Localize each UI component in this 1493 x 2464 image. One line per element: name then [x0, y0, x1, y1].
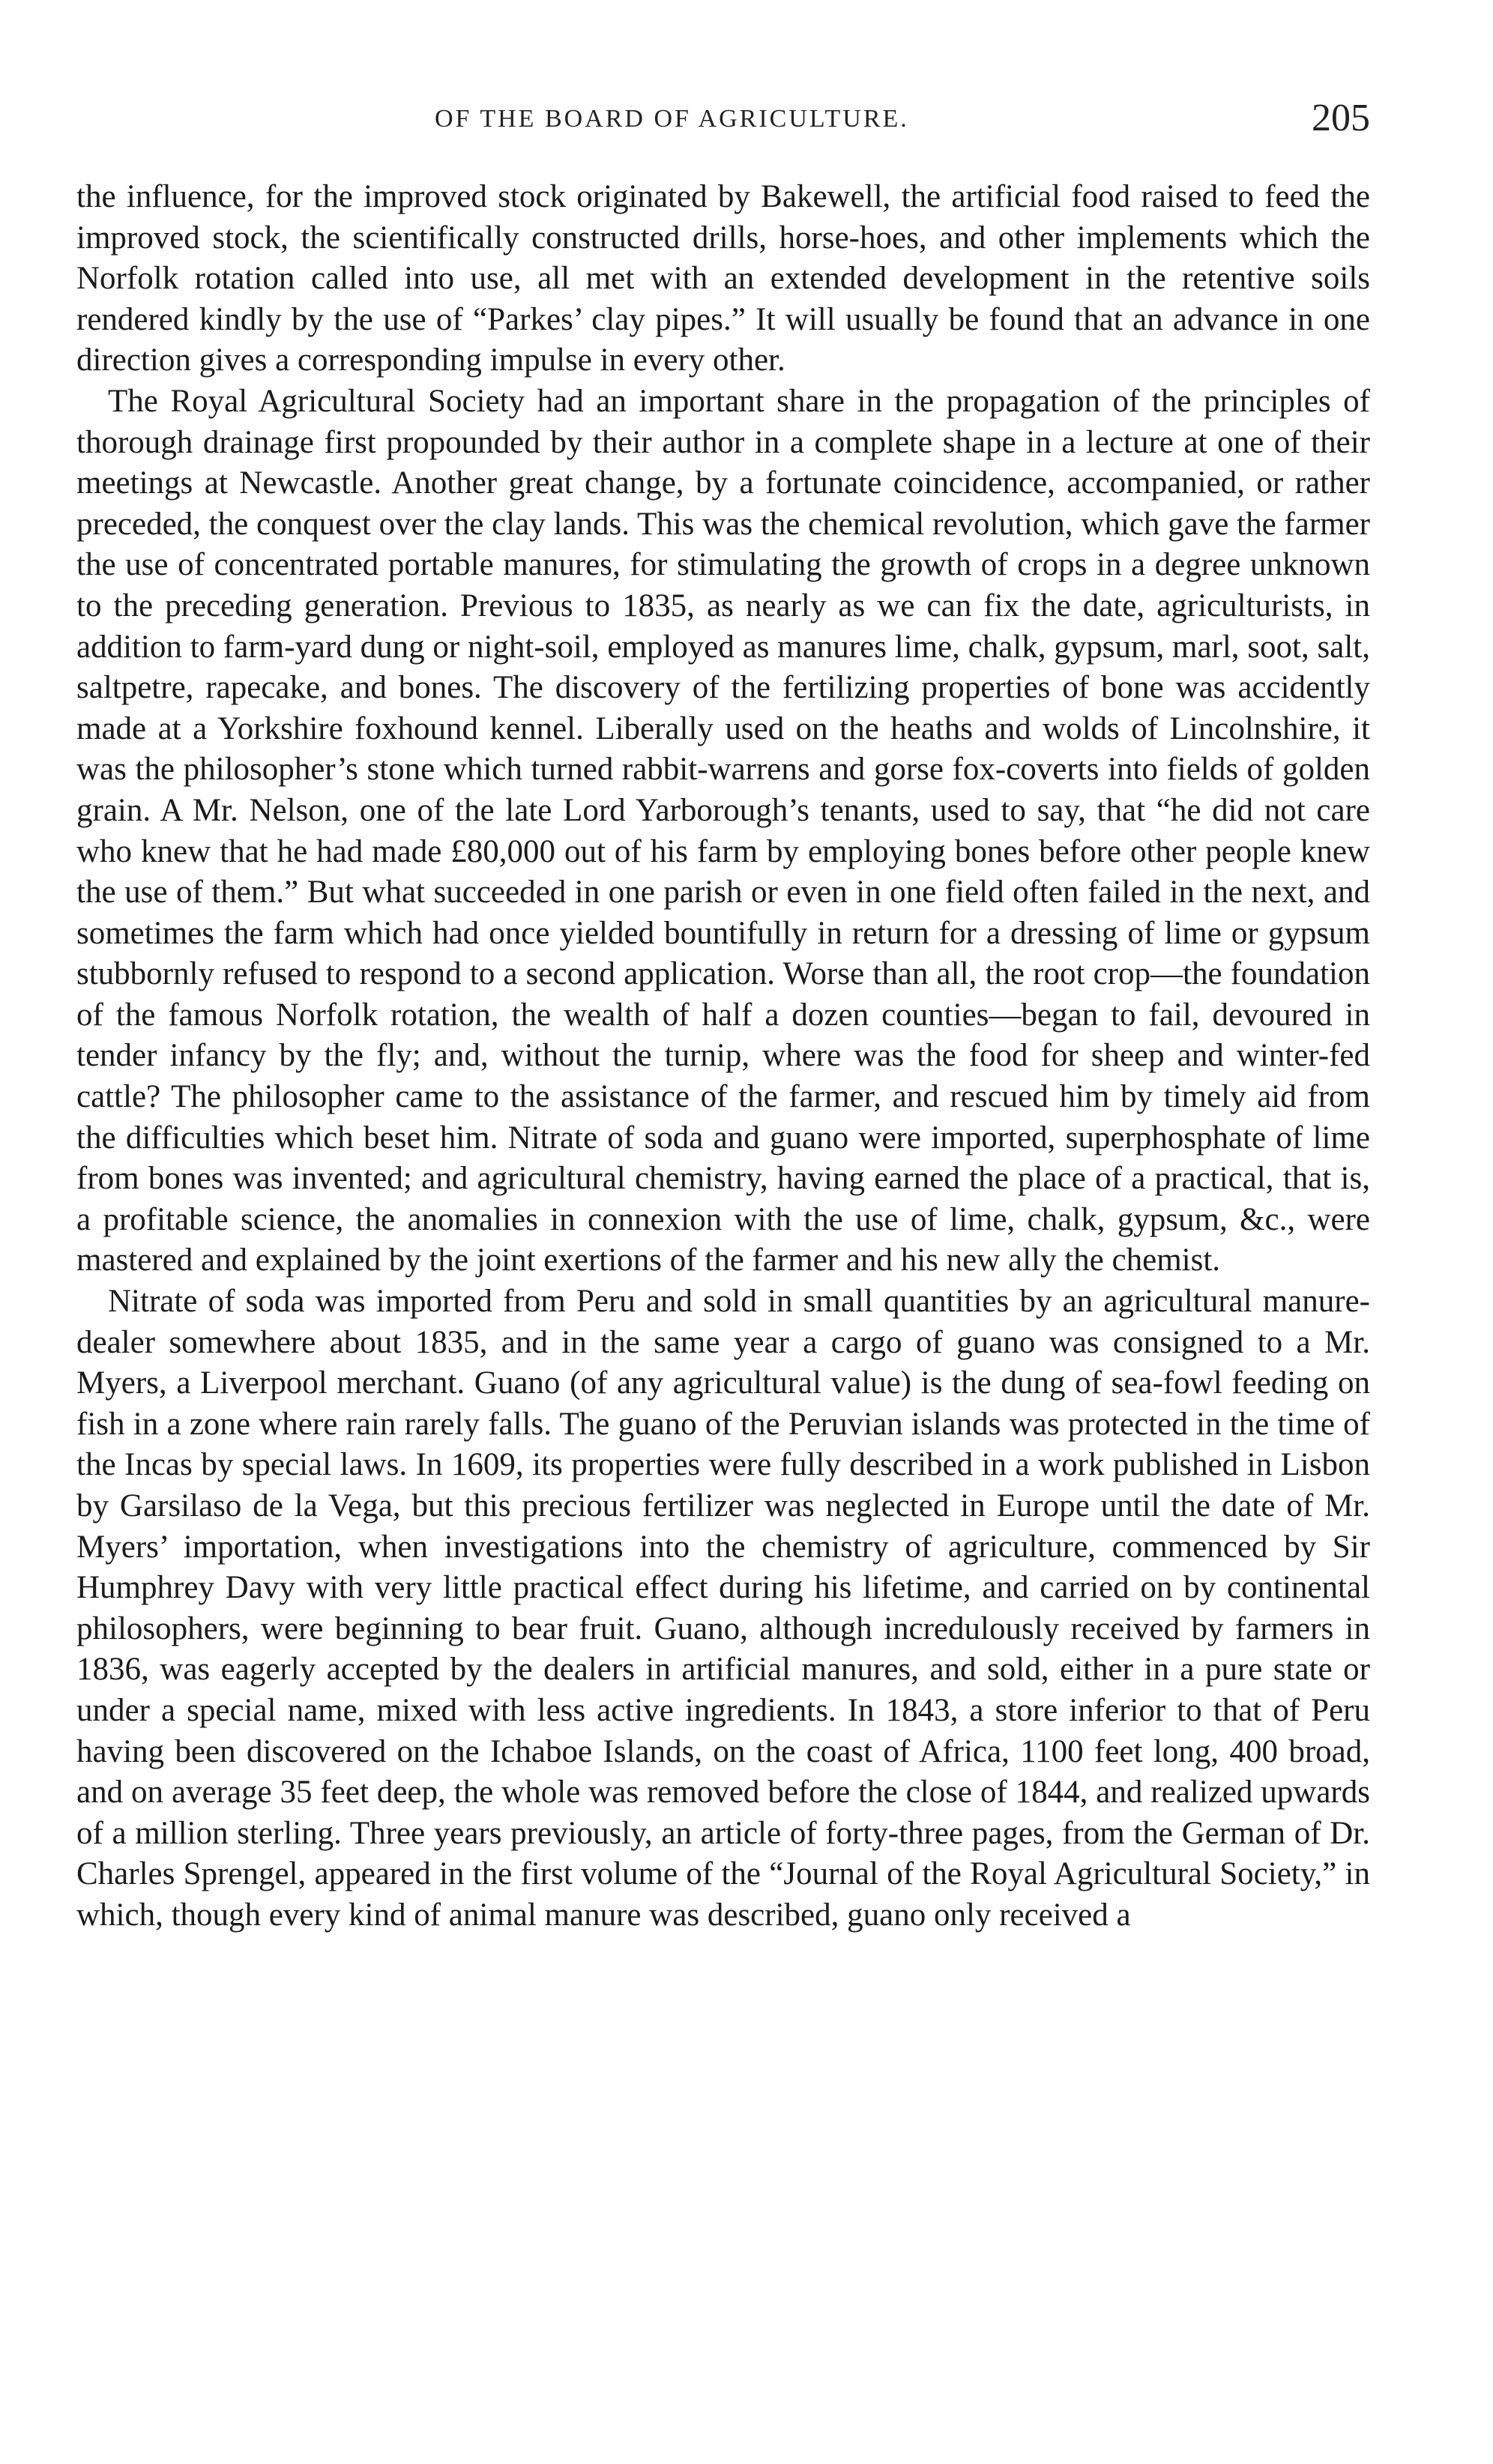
paragraph-royal-agricultural-society: The Royal Agricultural Society had an important share in the propagation of the principles of thorough drainage first propounded by their author in a complete shape in a lecture at one of their meetings at Newcastle. Another great change, by a fortunate coincidence, accompanied, or rather preceded, the conquest over the clay lands. This was the chemical revolution, which gave the farmer the use of concentrated portable manures, for stimulating the growth of crops in a degree unknown to the preceding generation. Previous to 1835, as nearly as we can fix the date, agriculturists, in addition to farm-yard dung or night-soil, employed as manures lime, chalk, gypsum, marl, soot, salt, saltpetre, rapecake, and bones. The discovery of the fertilizing properties of bone was accidently made at a Yorkshire foxhound kennel. Liberally used on the heaths and wolds of Lincolnshire, it was the philosopher’s stone which turned rabbit-warrens and gorse fox-coverts into fields of golden grain. A Mr. Nelson, one of the late Lord Yarborough’s tenants, used to say, that “he did not care who knew that he had made £80,000 out of his farm by employing bones before other people knew the use of them.” But what succeeded in one parish or even in one field often failed in the next, and sometimes the farm which had once yielded bountifully in return for a dressing of lime or gypsum stubbornly refused to respond to a second application. Worse than all, the root crop—the foundation of the famous Norfolk rotation, the wealth of half a dozen counties—began to fail, devoured in tender infancy by the fly; and, without the turnip, where was the food for sheep and winter-fed cattle? The philosopher came to the assistance of the farmer, and rescued him by timely aid from the difficulties which beset him. Nitrate of soda and guano were imported, superphosphate of lime from bones was invented; and agricultural chemistry, having earned the place of a practical, that is, a profitable science, the anomalies in connexion with the use of lime, chalk, gypsum, &c., were mastered and explained by the joint exertions of the farmer and his new ally the chemist. — [76, 383, 1370, 1278]
paragraph-nitrate-of-soda: Nitrate of soda was imported from Peru and sold in small quantities by an agricultural manure-dealer somewhere about 1835, and in the same year a cargo of guano was consigned to a Mr. Myers, a Liverpool merchant. Guano (of any agricultural value) is the dung of sea-fowl feeding on fish in a zone where rain rarely falls. The guano of the Peruvian islands was protected in the time of the Incas by special laws. In 1609, its properties were fully described in a work published in Lisbon by Garsilaso de la Vega, but this precious fertilizer was neglected in Europe until the date of Mr. Myers’ importation, when investigations into the chemistry of agriculture, commenced by Sir Humphrey Davy with very little practical effect during his lifetime, and carried on by continental philosophers, were beginning to bear fruit. Guano, although incredulously received by farmers in 1836, was eagerly accepted by the dealers in artificial manures, and sold, either in a pure state or under a special name, mixed with less active ingredients. In 1843, a store inferior to that of Peru having been discovered on the Ichaboe Islands, on the coast of Africa, 1100 feet long, 400 broad, and on average 35 feet deep, the whole was removed before the close of 1844, and realized upwards of a million sterling. Three years previously, an article of forty-three pages, from the German of Dr. Charles Sprengel, appeared in the first volume of the “Journal of the Royal Agricultural Society,” in which, though every kind of animal manure was described, guano only received a — [76, 1284, 1370, 1933]
running-head: OF THE BOARD OF AGRICULTURE. — [435, 105, 909, 133]
paragraph-continuation: the influence, for the improved stock originated by Bakewell, the artificial food raised to feed the improved stock, the scientifically constructed drills, horse-hoes, and other implements which the Norfolk rotation called into use, all met with an extended development in the retentive soils rendered kindly by the use of “Parkes’ clay pipes.” It will usually be found that an advance in one direction gives a corresponding impulse in every other. — [76, 179, 1370, 378]
page-number: 205 — [1312, 97, 1370, 139]
body-text — [76, 177, 1370, 1936]
